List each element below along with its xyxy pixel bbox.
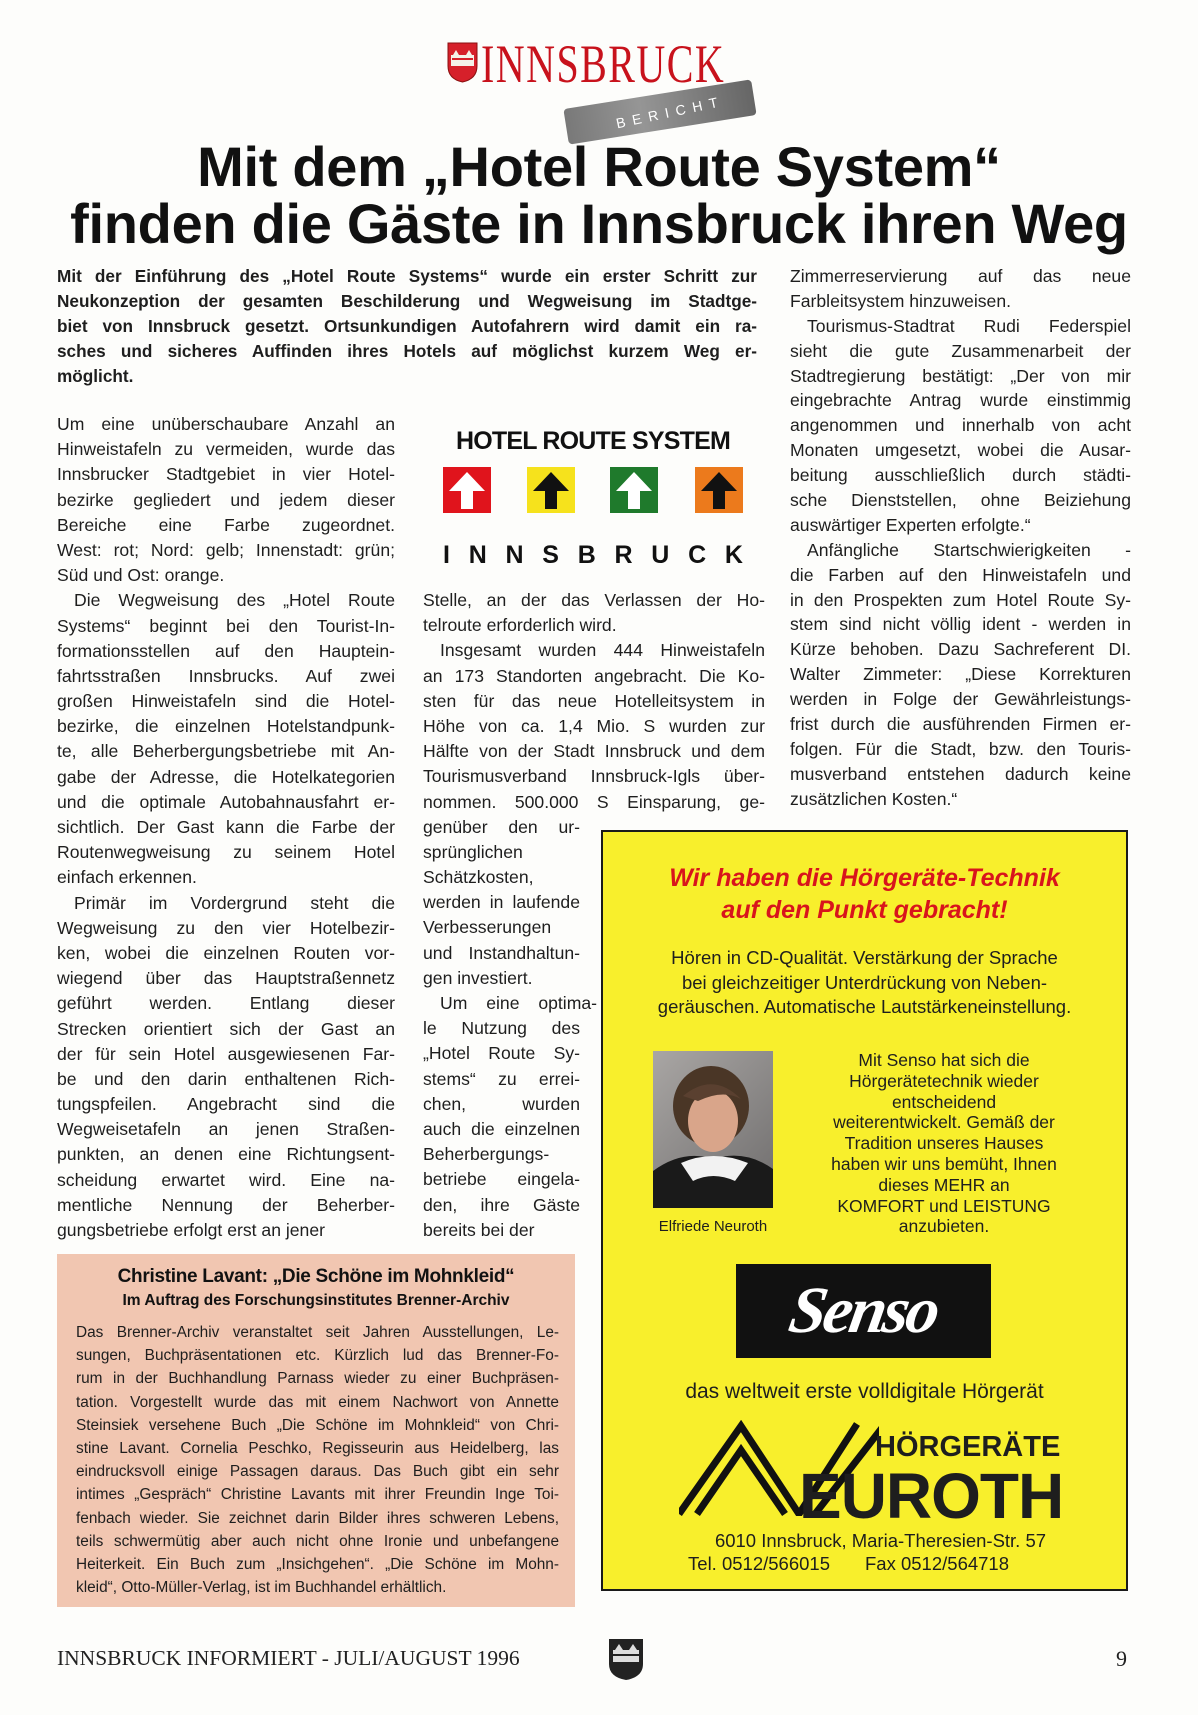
- text-line: Tourismusverband Innsbruck-Igls über-: [423, 766, 765, 787]
- arrow-up-sign-icon: [527, 467, 575, 513]
- box-text-line: kleid“, Otto-Müller-Verlag, ist im Buchhandel erhältlich.: [76, 1579, 447, 1597]
- ad-quote-line: anzubieten.: [898, 1216, 990, 1237]
- text-line: Stadtregierung bestätigt: „Der von mir: [790, 365, 1131, 386]
- text-line: großen Hinweistafeln sind die Hotel-: [57, 691, 395, 712]
- ad-tel: Tel. 0512/566015: [688, 1553, 830, 1574]
- article-title-line-2: finden die Gäste in Innsbruck ihren Weg: [70, 192, 1128, 255]
- ad-quote-line: Tradition unseres Hauses: [844, 1133, 1044, 1154]
- text-line: sichtlich. Der Gast kann die Farbe der: [57, 817, 395, 837]
- box-text-line: eindrucksvoll einige Passagen daraus. Das Buch gibt ein sehr: [76, 1463, 559, 1481]
- text-line: nommen. 500.000 S Einsparung, ge-: [423, 791, 765, 812]
- text-line: stems“ zu errei-: [423, 1068, 580, 1089]
- article-column-right: [790, 264, 1131, 812]
- text-line: folgen. Für die Stadt, bzw. den Touris-: [790, 738, 1131, 759]
- ad-quote-line: haben wir uns bemüht, Ihnen: [831, 1153, 1057, 1174]
- text-line: stem sind nicht völlig ident - werden in: [790, 614, 1131, 635]
- ad-quote-line: entscheidend: [891, 1091, 997, 1112]
- box-text-line: teils schwermütig aber auch nicht ohne Ironie und unbefangene: [76, 1532, 559, 1550]
- text-line: geführt werden. Entlang dieser: [57, 993, 395, 1014]
- city-letter: I: [443, 541, 450, 569]
- text-line: Hälfte von der Stadt Innsbruck und dem: [423, 741, 765, 762]
- text-line: Walter Zimmeter: „Diese Korrekturen: [790, 664, 1131, 685]
- city-letter: N: [505, 541, 524, 569]
- arrow-up-sign-icon: [443, 467, 491, 513]
- text-line: Beherbergungs-: [423, 1144, 550, 1165]
- text-line: telroute erforderlich wird.: [423, 615, 617, 636]
- box-text-line: stine Lavant. Cornelia Peschko, Regisseurin aus Heidelberg, las: [76, 1439, 559, 1457]
- text-line: Um eine unüberschaubare Anzahl an: [57, 414, 395, 434]
- ad-address: 6010 Innsbruck, Maria-Theresien-Str. 57: [714, 1530, 1047, 1551]
- text-line: einfach erkennen.: [57, 867, 197, 888]
- text-line: werden in Folge der Gewährleistungs-: [790, 689, 1131, 710]
- text-line: mentliche Nennung der Beherber-: [57, 1194, 395, 1215]
- text-line: Routenwegweisung zu seinem Hotel: [57, 842, 395, 863]
- text-line: den, ihre Gäste: [423, 1194, 580, 1215]
- text-line: werden in laufende: [423, 892, 580, 913]
- lead-line: sches und sicheres Auffinden ihres Hotels auf möglichst kurzem Weg er-: [57, 341, 757, 361]
- portrait-image-icon: [653, 1051, 773, 1208]
- ad-body-1: Hören in CD-Qualität. Verstärkung der Sprache: [671, 947, 1058, 968]
- city-letter: R: [614, 541, 633, 569]
- senso-logo-text: Senso: [783, 1274, 944, 1347]
- text-line: Monaten umgesetzt, wobei die Ausar-: [790, 440, 1131, 461]
- city-letter: K: [724, 541, 743, 569]
- box-text-line: intimes „Gespräch“ Christine Lavants mit ihrer Freundin Inge Toi-: [76, 1486, 559, 1504]
- text-line: sprünglichen: [423, 841, 523, 862]
- innsbruck-coat-of-arms-icon: [447, 42, 478, 83]
- box-body: [76, 1321, 559, 1599]
- text-line: musverband entstehen dadurch keine: [790, 763, 1131, 784]
- text-line: frist durch die ausführenden Firmen er-: [790, 714, 1131, 735]
- hotel-route-system-title: HOTEL ROUTE SYSTEM: [455, 427, 731, 455]
- text-line: chen, wurden: [423, 1093, 580, 1114]
- ad-headline-2: auf den Punkt gebracht!: [721, 896, 1008, 924]
- lead-line: Neukonzeption der gesamten Beschilderung und Wegweisung im Stadtge-: [57, 291, 757, 311]
- text-line: wiegend über das Hauptstraßennetz: [57, 968, 395, 989]
- ad-quote: [813, 1050, 1075, 1237]
- lead-line: möglicht.: [57, 366, 134, 386]
- text-line: auswärtiger Experten erfolgte.“: [790, 514, 1031, 535]
- lead-line: Mit der Einführung des „Hotel Route Systems“ wurde ein erster Schritt zur: [57, 266, 757, 286]
- text-line: die Farben auf den Hinweistafeln und: [790, 564, 1131, 585]
- text-line: auch die einzelnen: [423, 1118, 580, 1139]
- text-line: Anfängliche Startschwierigkeiten -: [807, 539, 1131, 560]
- text-line: Wegweisung zu den vier Hotelbezir-: [57, 917, 395, 938]
- text-line: gungsbetriebe erfolgt erst an jener: [57, 1220, 325, 1240]
- hotel-route-system-city: [443, 541, 743, 570]
- text-line: zusätzlichen Kosten.“: [790, 788, 958, 809]
- box-text-line: Heiterkeit. Ein Buch zum „Insichgehen“. „Die Schöne im Mohn-: [76, 1555, 559, 1573]
- text-line: formationsstellen auf den Hauptein-: [57, 640, 395, 661]
- box-text-line: rum in der Buchhandlung Parnass wieder zu einer Buchpräsen-: [76, 1370, 559, 1388]
- text-line: punkten, an denen eine Richtungsent-: [57, 1144, 395, 1165]
- text-line: tungspfeilen. Angebracht sind die: [57, 1094, 395, 1115]
- text-line: be und den darin enthaltenen Rich-: [57, 1068, 395, 1089]
- book-presentation-box: [57, 1254, 575, 1607]
- text-line: Süd und Ost: orange.: [57, 565, 225, 586]
- city-letter: S: [542, 541, 559, 569]
- article-title-line-1: Mit dem „Hotel Route System“: [197, 135, 1001, 198]
- ad-quote-line: KOMFORT und LEISTUNG: [837, 1195, 1051, 1216]
- text-line: bezirke gegliedert und jedem dieser: [57, 489, 395, 510]
- ad-fax: Fax 0512/564718: [865, 1553, 1010, 1574]
- ad-quote-line: Mit Senso hat sich die: [858, 1050, 1030, 1070]
- ad-tagline: das weltweit erste volldigitale Hörgerät: [685, 1380, 1044, 1403]
- box-text-line: Steinsiek versehene Buch „Die Schöne im Mohnkleid“ von Chri-: [76, 1416, 559, 1434]
- text-line: scheidung erwartet wird. Eine na-: [57, 1169, 395, 1190]
- city-letter: N: [468, 541, 487, 569]
- text-line: eingebrachte Antrag wurde einstimmig: [790, 390, 1131, 411]
- portrait-photo: [653, 1051, 773, 1208]
- text-line: Innsbrucker Stadtgebiet in vier Hotel-: [57, 464, 395, 485]
- text-line: Wegweisetafeln an jenen Straßen-: [57, 1119, 395, 1140]
- text-line: Systems“ beginnt bei den Tourist-In-: [57, 615, 395, 636]
- article-lead: [57, 264, 757, 389]
- text-line: bereits bei der: [423, 1219, 535, 1240]
- text-line: gabe der Adresse, die Hotelkategorien: [57, 766, 395, 787]
- text-line: angenommen und innerhalb von acht: [790, 415, 1131, 436]
- text-line: Zimmerreservierung auf das neue: [790, 266, 1131, 286]
- text-line: gen investiert.: [423, 967, 533, 988]
- text-line: Höhe von ca. 1,4 Mio. S wurden zur: [423, 715, 765, 736]
- city-letter: U: [651, 541, 670, 569]
- ad-quote-line: dieses MEHR an: [878, 1174, 1010, 1195]
- text-line: ken, wobei die einzelnen Routen vor-: [57, 942, 395, 963]
- lead-line: biet von Innsbruck gesetzt. Ortsunkundigen Autofahrern wird damit ein ra-: [57, 316, 757, 336]
- text-line: West: rot; Nord: gelb; Innenstadt: grün;: [57, 539, 395, 560]
- text-line: Um eine optima-: [440, 993, 597, 1013]
- text-line: Primär im Vordergrund steht die: [74, 892, 395, 913]
- text-line: an 173 Standorten angebracht. Die Ko-: [423, 665, 765, 686]
- text-line: Verbesserungen: [423, 917, 552, 938]
- ad-quote-line: Hörgerätetechnik wieder: [849, 1070, 1039, 1091]
- brand-top: HÖRGERÄTE: [875, 1431, 1061, 1463]
- text-line: der für sein Hotel ausgewiesenen Far-: [57, 1043, 395, 1064]
- text-line: te, alle Beherbergungsbetriebe mit An-: [57, 741, 395, 762]
- ad-body-3: geräuschen. Automatische Lautstärkeneinstellung.: [657, 996, 1072, 1017]
- box-text-line: sungen, Buchpräsentationen etc. Kürzlich lud das Brenner-Fo-: [76, 1347, 559, 1365]
- text-line: und die optimale Autobahnausfahrt er-: [57, 791, 395, 812]
- city-letter: B: [577, 541, 596, 569]
- innsbruck-crest-icon: [608, 1638, 644, 1681]
- text-line: le Nutzung des: [423, 1018, 580, 1039]
- box-subtitle: Im Auftrag des Forschungsinstitutes Brenner-Archiv: [122, 1292, 510, 1309]
- city-letter: C: [688, 541, 707, 569]
- ad-body-2: bei gleichzeitiger Unterdrückung von Neben-: [681, 972, 1048, 993]
- text-line: bezirke, die einzelnen Hotelstandpunk-: [57, 716, 395, 737]
- masthead-logo-text: INNSBRUCK: [481, 34, 726, 94]
- text-line: Strecken orientiert sich der Gast an: [57, 1018, 395, 1039]
- text-line: genüber den ur-: [423, 816, 580, 837]
- box-text-line: fenbach wieder. Sie zeichnet darin Bilder ihres schweren Lebens,: [76, 1509, 559, 1527]
- box-title: Christine Lavant: „Die Schöne im Mohnkleid“: [117, 1266, 515, 1287]
- text-line: Tourismus-Stadtrat Rudi Federspiel: [807, 315, 1131, 336]
- text-line: in den Prospekten zum Hotel Route Sy-: [790, 589, 1131, 610]
- text-line: Schätzkosten,: [423, 867, 534, 888]
- text-line: betriebe eingela-: [423, 1169, 580, 1190]
- page-number: 9: [1116, 1646, 1127, 1671]
- text-line: fahrtsstraßen Innsbrucks. Auf zwei: [57, 665, 395, 686]
- ad-quote-line: weiterentwickelt. Gemäß der: [833, 1112, 1055, 1133]
- text-line: Die Wegweisung des „Hotel Route: [74, 590, 395, 611]
- text-line: „Hotel Route Sy-: [423, 1043, 580, 1064]
- masthead: [440, 36, 770, 131]
- text-line: sieht die gute Zusammenarbeit der: [790, 340, 1131, 361]
- text-line: beitung ausschließlich durch städti-: [790, 465, 1131, 486]
- masthead-tag: BERICHT: [614, 92, 726, 132]
- portrait-caption: Elfriede Neuroth: [658, 1218, 768, 1235]
- text-line: Hinweistafeln zu vermeiden, wurde das: [57, 439, 395, 460]
- arrow-up-sign-icon: [695, 467, 743, 513]
- brand-main: EUROTH: [799, 1460, 1064, 1532]
- text-line: sten für das neue Hotelleitsystem in: [423, 690, 765, 711]
- text-line: Stelle, an der das Verlassen der Ho-: [423, 590, 765, 610]
- hearing-aid-advertisement: [601, 830, 1128, 1591]
- box-text-line: Das Brenner-Archiv veranstaltet seit Jahren Ausstellungen, Le-: [76, 1324, 559, 1341]
- ad-headline-1: Wir haben die Hörgeräte-Technik: [669, 864, 1060, 892]
- text-line: sche Dienststellen, ohne Beiziehung: [790, 490, 1131, 511]
- footer-publication: INNSBRUCK INFORMIERT - JULI/AUGUST 1996: [57, 1646, 520, 1670]
- arrow-up-sign-icon: [610, 467, 658, 513]
- article-column-left: [57, 412, 395, 1243]
- text-line: und Instandhaltun-: [423, 942, 580, 963]
- senso-logo: [736, 1264, 991, 1358]
- text-line: Kürze behoben. Dazu Sachreferent DI.: [790, 639, 1131, 660]
- text-line: Farbleitsystem hinzuweisen.: [790, 290, 1011, 311]
- text-line: Insgesamt wurden 444 Hinweistafeln: [440, 640, 765, 661]
- text-line: Bereiche eine Farbe zugeordnet.: [57, 514, 395, 535]
- box-text-line: tation. Vorgestellt wurde das mit einem Nachwort von Annette: [76, 1393, 559, 1411]
